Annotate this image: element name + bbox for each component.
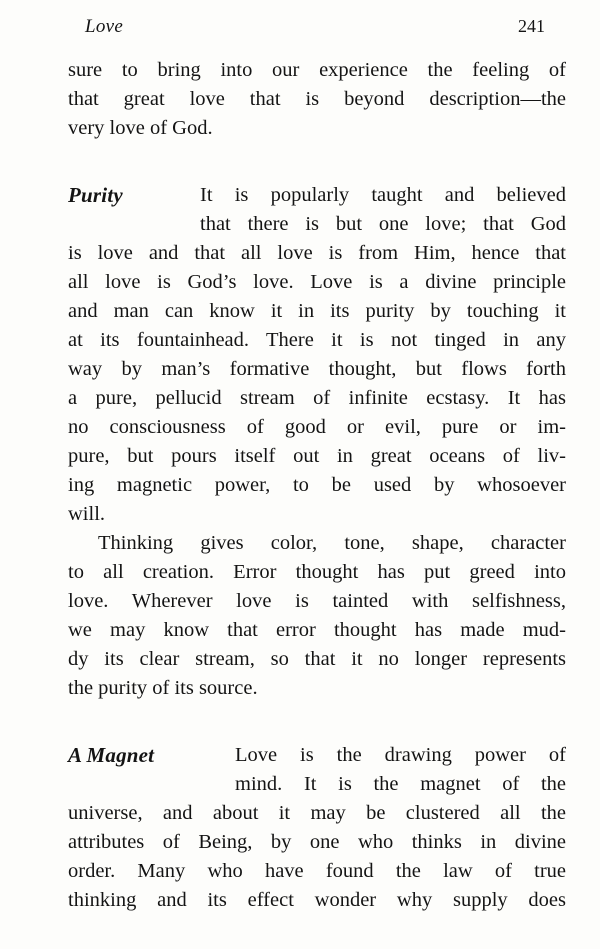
text-line: we may know that error thought has made mud- <box>68 619 566 641</box>
text-line: the purity of its source. <box>68 677 258 699</box>
text-line: is love and that all love is from Him, hence that <box>68 242 566 264</box>
page-number: 241 <box>518 16 545 36</box>
purity-section <box>68 181 566 529</box>
magnet-section <box>68 741 566 915</box>
text-line: that there is but one love; that God <box>200 213 566 235</box>
text-line: to all creation. Error thought has put greed into <box>68 561 566 583</box>
text-line: pure, but pours itself out in great oceans of liv- <box>68 445 566 467</box>
magnet-section-heading: A Magnet <box>68 743 155 767</box>
purity-section-heading: Purity <box>68 183 123 207</box>
text-line: ing magnetic power, to be used by whosoever <box>68 474 566 496</box>
page-header <box>85 16 545 38</box>
thinking-paragraph <box>68 529 566 703</box>
text-line: no consciousness of good or evil, pure or im- <box>68 416 566 438</box>
text-line: mind. It is the magnet of the <box>235 773 566 795</box>
text-line: very love of God. <box>68 117 213 139</box>
text-line: Thinking gives color, tone, shape, character <box>98 532 566 554</box>
purity-hang-block <box>200 181 566 239</box>
text-line: order. Many who have found the law of true <box>68 860 566 882</box>
text-line: way by man’s formative thought, but flows forth <box>68 358 566 380</box>
intro-paragraph <box>68 56 566 143</box>
text-line: love. Wherever love is tainted with selfishness, <box>68 590 566 612</box>
text-line: attributes of Being, by one who thinks in divine <box>68 831 566 853</box>
text-line: Love is the drawing power of <box>235 744 566 766</box>
text-line: all love is God’s love. Love is a divine principle <box>68 271 566 293</box>
text-line: at its fountainhead. There it is not tinged in any <box>68 329 566 351</box>
text-line: that great love that is beyond description—the <box>68 88 566 110</box>
text-line: thinking and its effect wonder why supply does <box>68 889 566 911</box>
text-line: dy its clear stream, so that it no longer represents <box>68 648 566 670</box>
running-title: Love <box>85 16 124 37</box>
text-line: It is popularly taught and believed <box>200 184 566 206</box>
page-body <box>68 56 566 915</box>
text-line: will. <box>68 503 106 525</box>
magnet-hang-block <box>235 741 566 799</box>
text-line: a pure, pellucid stream of infinite ecstasy. It has <box>68 387 566 409</box>
text-line: and man can know it in its purity by touching it <box>68 300 566 322</box>
text-line: sure to bring into our experience the feeling of <box>68 59 566 81</box>
text-line: universe, and about it may be clustered all the <box>68 802 566 824</box>
